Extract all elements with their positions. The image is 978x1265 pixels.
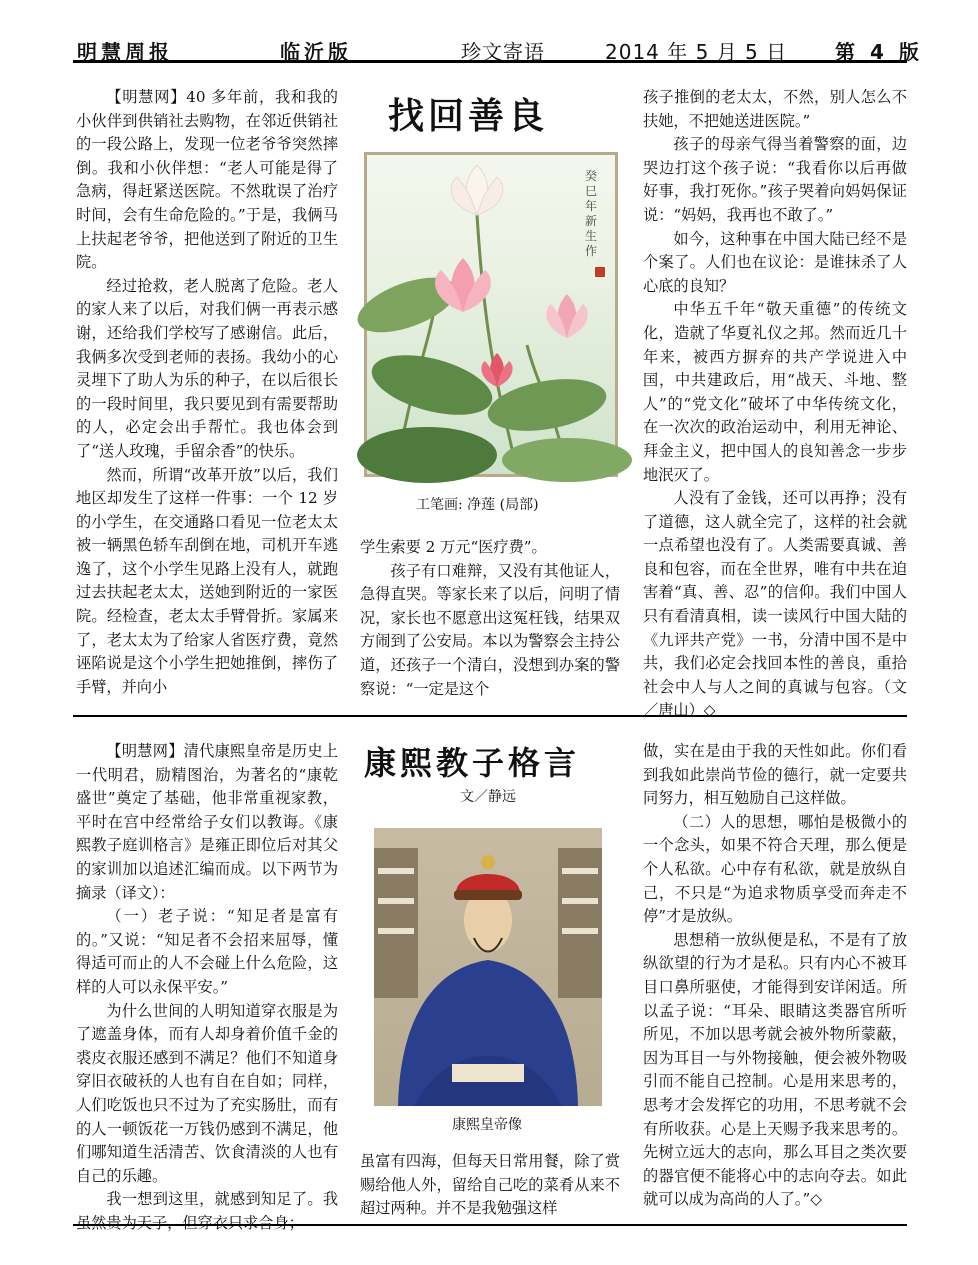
paragraph: （二）人的思想，哪怕是极微小的一个念头，如果不符合天理，那么便是个人私欲。心中存有私欲，就是放纵自己，不只是“为追求物质享受而奔走不停”才是放纵。: [643, 812, 907, 926]
bottom-divider: [73, 1224, 907, 1226]
paragraph: 孩子的母亲气得当着警察的面，边哭边打这个孩子说：“我看你以后再做好事，我打死你。”孩子哭着向妈妈保证说：“妈妈，我再也不敢了。”: [643, 135, 907, 224]
paragraph: 我一想到这里，就感到知足了。我虽然贵为天子，但穿衣只求合身；: [76, 1190, 338, 1232]
paragraph: 孩子推倒的老太太，不然，别人怎么不扶她，不把她送进医院。”: [643, 88, 907, 130]
section-divider: [73, 715, 907, 717]
article2-image-caption: 康熙皇帝像: [452, 1117, 522, 1133]
article2-column-1: [76, 740, 338, 1232]
page-header: [73, 30, 923, 64]
lotus-painting-art: [367, 155, 615, 474]
edition-name: 临沂版: [280, 40, 352, 64]
paragraph: 如今，这种事在中国大陆已经不是个案了。人们也在议论：是谁抹杀了人心底的良知？: [643, 229, 907, 295]
paragraph: 人没有了金钱，还可以再挣；没有了道德，这人就全完了，这样的社会就一点希望也没有了。人类需要真诚、善良和包容，而在全世界，唯有中共在迫害着“真、善、忍”的信仰。我们中国人只有看清真相，读一读风行中国大陆的《九评共产党》一书，分清中国不是中共，我们必定会找回本性的善良，重拾社会中人与人之间的真诚与包容。（文／唐山）◇: [643, 489, 907, 720]
page-number: 第 4 版: [835, 40, 923, 64]
paper-name: 明慧周报: [77, 40, 173, 64]
painting-inscription: 癸巳年新生作: [585, 169, 598, 258]
paragraph: 【明慧网】40 多年前，我和我的小伙伴到供销社去购物，在邻近供销社的一段公路上，发现一位老爷爷突然摔倒。我和小伙伴想：“老人可能是得了急病，得赶紧送医院。不然耽误了治疗时间，会有生命危险的。”于是，我俩马上扶起老爷爷，把他送到了附近的卫生院。: [76, 88, 338, 272]
paragraph: 【明慧网】清代康熙皇帝是历史上一代明君，励精图治，为著名的“康乾盛世”奠定了基础，他非常重视家教，平时在宫中经常给子女们以教诲。《康熙教子庭训格言》是雍正即位后对其父的家训加以追述汇编而成。以下两节为摘录（译文）：: [76, 742, 338, 902]
paragraph: （一）老子说：“知足者是富有的。”又说：“知足者不会招来屈辱，懂得适可而止的人不会碰上什么危险，这样的人可以永保平安。”: [76, 907, 338, 996]
article1-column-1: [76, 86, 338, 698]
article1-image-caption: 工笔画: 净莲 (局部): [416, 497, 539, 513]
kangxi-portrait: [374, 828, 602, 1106]
article2-title: 康熙教子格言: [364, 744, 581, 782]
paragraph: 做，实在是由于我的天性如此。你们看到我如此崇尚节俭的德行，就一定要共同努力，相互勉励自己这样做。: [643, 742, 907, 808]
paragraph: 然而，所谓“改革开放”以后，我们地区却发生了这样一件事：一个 12 岁的小学生，在交通路口看见一位老太太被一辆黑色轿车刮倒在地，司机开车逃逸了，这个小学生见路上没有人，就跑过去扶起老太太，送她到附近的一家医院。经检查，老太太手臂骨折。家属来了，老太太为了给家人省医疗费，竟然诬陷说是这个小学生把她推倒，摔伤了手臂，并向小: [76, 465, 338, 696]
paragraph: 中华五千年“敬天重德”的传统文化，造就了华夏礼仪之邦。然而近几十年来，被西方摒弃的共产学说进入中国，中共建政后，用“战天、斗地、整人”的“党文化”破坏了中华传统文化，在一次次的政治运动中，利用无神论、拜金主义，把中国人的良知善念一步步地泯灭了。: [643, 300, 907, 484]
article1-column-2: [360, 536, 620, 698]
paragraph: 虽富有四海，但每天日常用餐，除了赏赐给他人外，留给自己吃的菜肴从来不超过两种。并不是我勉强这样: [360, 1152, 620, 1218]
paragraph: 为什么世间的人明知道穿衣服是为了遮盖身体，而有人却身着价值千金的裘皮衣服还感到不满足？他们不知道身穿旧衣破袄的人也有自在自如；同样，人们吃饭也只不过为了充实肠肚，而有的人一顿饭花一万钱仍感到不满足，他们哪知道生活清苦、饮食清淡的人也有自己的乐趣。: [76, 1001, 338, 1185]
article1-title: 找回善良: [388, 96, 549, 137]
paragraph: 经过抢救，老人脱离了危险。老人的家人来了以后，对我们俩一再表示感谢，还给我们学校写了感谢信。此后，我俩多次受到老师的表扬。我幼小的心灵埋下了助人为乐的种子，在以后很长的一段时间里，我只要见到有需要帮助的人，必定会出手帮忙。我也体会到了“送人玫瑰，手留余香”的快乐。: [76, 276, 338, 460]
issue-date: 2014 年 5 月 5 日: [605, 40, 788, 64]
paragraph: 孩子有口难辩，又没有其他证人，急得直哭。等家长来了以后，问明了情况，家长也不愿意出这冤枉钱，结果双方闹到了公安局。本以为警察会主持公道，还孩子一个清白，没想到办案的警察说：“一定是这个: [360, 561, 620, 698]
article1-column-3: [643, 86, 907, 720]
section-name: 珍文寄语: [461, 40, 545, 64]
article2-byline: 文／静远: [460, 789, 516, 805]
article2-column-2: [360, 1150, 620, 1222]
article2-column-3: [643, 740, 907, 1220]
kangxi-portrait-art: [374, 828, 602, 1106]
lotus-painting: [364, 152, 618, 477]
paragraph: 学生索要 2 万元“医疗费”。: [360, 538, 547, 556]
paragraph: 思想稍一放纵便是私，不是有了放纵欲望的行为才是私。只有内心不被耳目口鼻所驱使，才能得到安详闲适。所以孟子说：“耳朵、眼睛这类器官所听所见，不加以思考就会被外物所蒙蔽，因为耳目一与外物接触，便会被外物吸引而不能自己控制。心是用来思考的，思考才会发挥它的功用，不思考就不会有所收获。心是上天赐予我来思考的。先树立远大的志向，那么耳目之类次要的器官便不能将心中的志向夺去。如此就可以成为高尚的人了。”◇: [643, 930, 907, 1209]
